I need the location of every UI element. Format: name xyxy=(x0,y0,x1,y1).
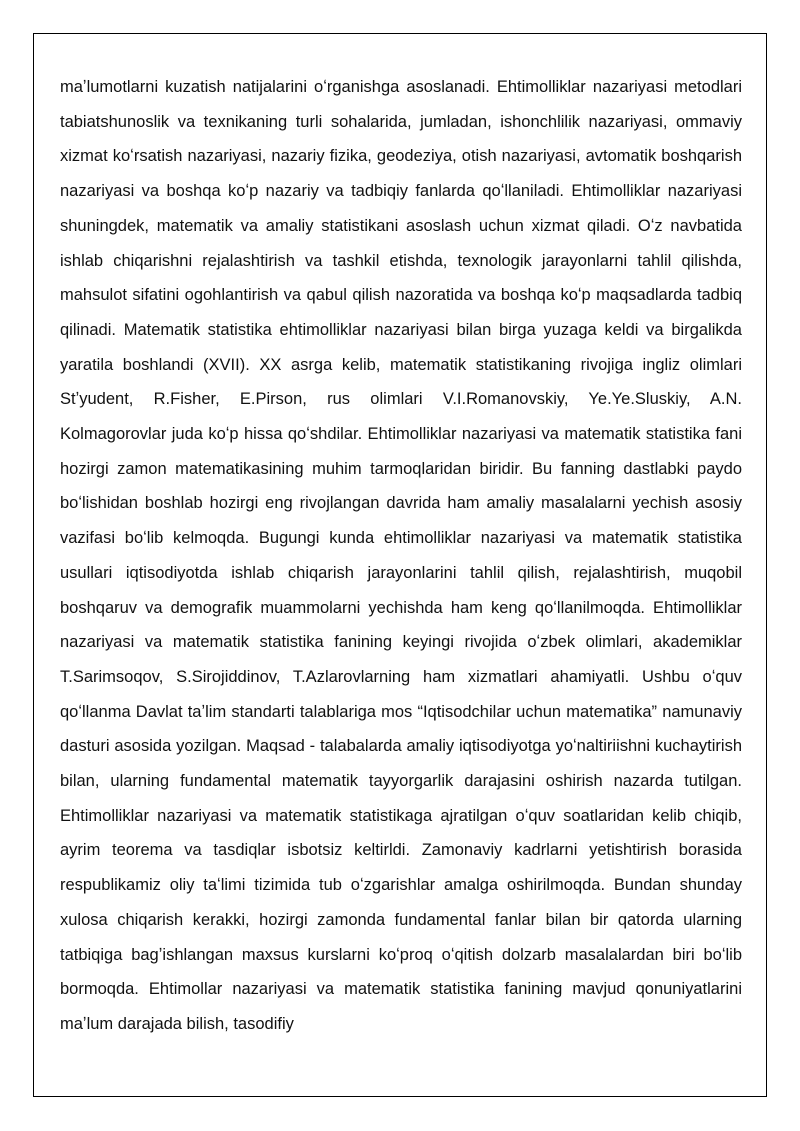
body-paragraph: maʼlumotlarni kuzatish natijalarini oʻrganishga asoslanadi. Ehtimolliklar nazariyasi metodlari tabiatshunoslik va texnikaning turli sohalarida, jumladan, ishonchlilik nazariyasi, ommaviy xizmat koʻrsatish nazariyasi, nazariy fizika, geodeziya, otish nazariyasi, avtomatik boshqarish nazariyasi va boshqa koʻp nazariy va tadbiqiy fanlarda qoʻllaniladi. Ehtimolliklar nazariyasi shuningdek, matematik va amaliy statistikani asoslash uchun xizmat qiladi. Oʻz navbatida ishlab chiqarishni rejalashtirish va tashkil etishda, texnologik jarayonlarni tahlil qilishda, mahsulot sifatini ogohlantirish va qabul qilish nazoratida va boshqa koʻp maqsadlarda tadbiq qilinadi. Matematik statistika ehtimolliklar nazariyasi bilan birga yuzaga keldi va birgalikda yaratila boshlandi (XVII). XX asrga kelib, matematik statistikaning rivojiga ingliz olimlari Stʼyudent, R.Fisher, E.Pirson, rus olimlari V.I.Romanovskiy, Ye.Ye.Sluskiy, A.N. Kolmagorovlar juda koʻp hissa qoʻshdilar. Ehtimolliklar nazariyasi va matematik statistika fani hozirgi zamon matematikasining muhim tarmoqlaridan biridir. Bu fanning dastlabki paydo boʻlishidan boshlab hozirgi eng rivojlangan davrida ham amaliy masalalarni yechish asosiy vazifasi boʻlib kelmoqda. Bugungi kunda ehtimolliklar nazariyasi va matematik statistika usullari iqtisodiyotda ishlab chiqarish jarayonlarini tahlil qilish, rejalashtirish, muqobil boshqaruv va demografik muammolarni yechishda ham keng qoʻllanilmoqda. Ehtimolliklar nazariyasi va matematik statistika fanining keyingi rivojida oʻzbek olimlari, akademiklar T.Sarimsoqov, S.Sirojiddinov, T.Azlarovlarning ham xizmatlari ahamiyatli. Ushbu oʻquv qoʻllanma Davlat taʼlim standarti talablariga mos “Iqtisodchilar uchun matematika” namunaviy dasturi asosida yozilgan. Maqsad - talabalarda amaliy iqtisodiyotga yoʻnaltiriishni kuchaytirish bilan, ularning fundamental matematik tayyorgarlik darajasini oshirish nazarda tutilgan. Ehtimolliklar nazariyasi va matematik statistikaga ajratilgan oʻquv soatlaridan kelib chiqib, ayrim teorema va tasdiqlar isbotsiz keltirldi. Zamonaviy kadrlarni yetishtirish borasida respublikamiz oliy taʻlimi tizimida tub oʻzgarishlar amalga oshirilmoqda. Bundan shunday xulosa chiqarish kerakki, hozirgi zamonda fundamental fanlar bilan bir qatorda ularning tatbiqiga bagʼishlangan maxsus kurslarni koʻproq oʻqitish dolzarb masalalardan biri boʻlib bormoqda. Ehtimollar nazariyasi va matematik statistika fanining mavjud qonuniyatlarini maʼlum darajada bilish, tasodifiy xyxy=(60,78,742,1033)
